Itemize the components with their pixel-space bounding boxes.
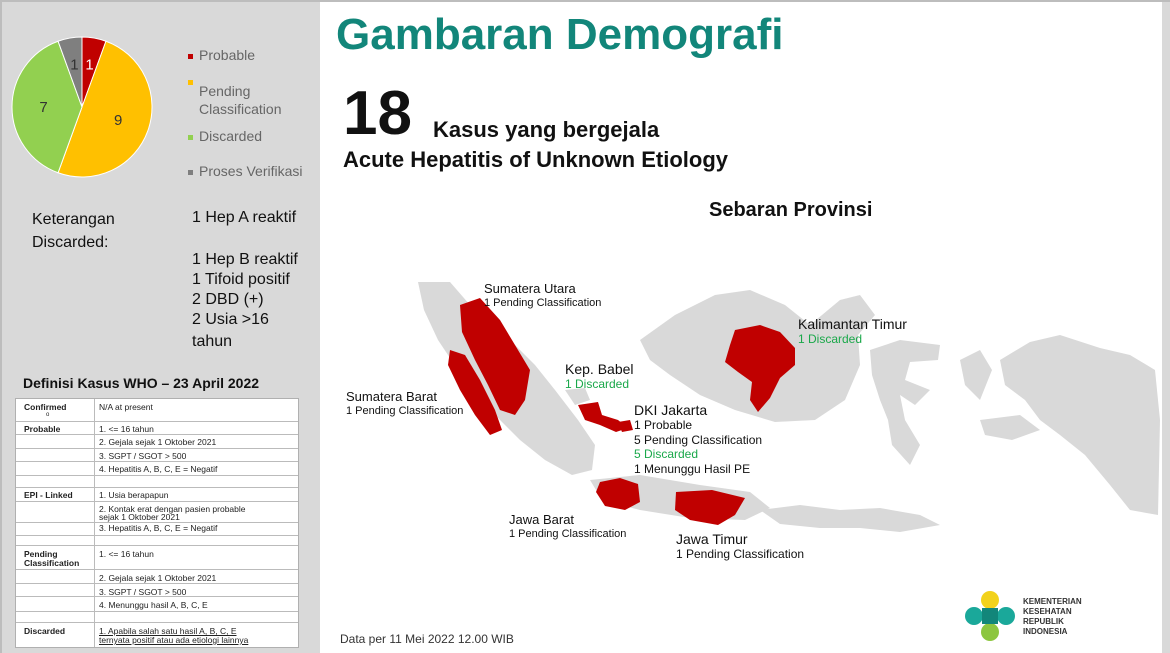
row-val: ternyata positif atau ada etiologi lainnya <box>99 635 249 645</box>
keterangan-item: 1 Hep A reaktif <box>192 209 297 226</box>
label-jatim-name: Jawa Timur <box>676 531 748 547</box>
kemenkes-logo-icon <box>962 588 1018 644</box>
table-row <box>16 501 298 502</box>
row-val-confirmed: N/A at present <box>99 402 153 412</box>
province-jabar <box>596 478 640 510</box>
right-border <box>1162 0 1170 653</box>
frame-left <box>0 0 2 653</box>
keterangan-item: 1 Hep B reaktif <box>192 251 298 268</box>
row-val: 3. SGPT / SGOT > 500 <box>99 587 187 597</box>
row-key-pending-2: Classification <box>24 558 80 568</box>
total-cases: 18 <box>343 79 412 148</box>
legend-label-proses: Proses Verifikasi <box>199 163 303 179</box>
row-key-probable: Probable <box>24 424 61 434</box>
label-dki-probable: 1 Probable <box>634 418 693 432</box>
logo-line: INDONESIA <box>1023 627 1068 636</box>
label-jabar-detail: 1 Pending Classification <box>509 528 627 540</box>
logo-line: KESEHATAN <box>1023 607 1072 616</box>
keterangan-label-1: Keterangan <box>32 211 115 228</box>
row-key-pending-1: Pending <box>24 549 58 559</box>
table-row <box>16 461 298 462</box>
label-dki-pending: 5 Pending Classification <box>634 432 763 447</box>
row-val: 2. Kontak erat dengan pasien probable <box>99 504 246 514</box>
table-row <box>16 622 298 623</box>
row-val: 4. Menunggu hasil A, B, C, E <box>99 600 208 610</box>
label-dki <box>634 403 762 476</box>
label-kaltim-detail: 1 Discarded <box>798 332 863 346</box>
label-sumbar <box>346 389 463 418</box>
row-val: 1. <= 16 tahun <box>99 424 154 434</box>
row-key-confirmed-sub: o <box>46 412 50 418</box>
row-val: 1. <= 16 tahun <box>99 549 154 559</box>
land-nusa-tenggara <box>760 505 940 532</box>
logo-line: KEMENTERIAN <box>1023 597 1082 606</box>
legend-discarded <box>188 128 262 144</box>
definisi-title: Definisi Kasus WHO – 23 April 2022 <box>23 375 260 391</box>
table-row <box>16 448 298 449</box>
legend-label-probable: Probable <box>199 47 256 63</box>
legend-proses <box>188 163 302 179</box>
label-dki-menunggu: 1 Menunggu Hasil PE <box>634 461 751 476</box>
pie-slice-label: 7 <box>39 99 48 116</box>
label-kaltim <box>798 317 907 347</box>
table-row <box>16 487 298 488</box>
table-row <box>16 434 298 435</box>
keterangan-label <box>32 208 115 254</box>
legend-label-discarded: Discarded <box>199 128 263 144</box>
land-maluku-south <box>980 415 1040 440</box>
table-row <box>16 569 298 570</box>
table-row <box>16 596 298 597</box>
land-sulawesi <box>870 340 940 465</box>
table-row <box>16 535 298 536</box>
legend-label-pending-2: Classification <box>199 101 282 117</box>
row-key-discarded: Discarded <box>24 626 66 636</box>
land-shapes <box>418 282 1160 532</box>
row-val: 3. Hepatitis A, B, C, E = Negatif <box>99 523 218 533</box>
legend-pending <box>188 82 281 118</box>
row-val: 1. Apabila salah satu hasil A, B, C, E <box>99 626 237 636</box>
label-dki-discarded: 5 Discarded <box>634 447 699 461</box>
table-row <box>16 611 298 612</box>
keterangan-item: 2 DBD (+) <box>192 291 264 308</box>
legend-probable <box>188 47 255 63</box>
table-row <box>16 475 298 476</box>
legend-swatch-discarded <box>188 135 193 140</box>
label-babel <box>565 362 634 392</box>
keterangan-label-2: Discarded: <box>32 234 109 251</box>
label-sumut-detail: 1 Pending Classification <box>484 297 602 309</box>
row-val: sejak 1 Oktober 2021 <box>99 512 180 522</box>
label-sumut-name: Sumatera Utara <box>484 281 576 296</box>
row-val: 2. Gejala sejak 1 Oktober 2021 <box>99 437 217 447</box>
row-val: 1. Usia berapapun <box>99 490 169 500</box>
row-key-confirmed: Confirmed <box>24 402 67 412</box>
label-babel-name: Kep. Babel <box>565 361 634 377</box>
land-maluku <box>960 350 992 400</box>
label-babel-detail: 1 Discarded <box>565 377 630 391</box>
row-key-epi: EPI - Linked <box>24 490 73 500</box>
label-jabar-name: Jawa Barat <box>509 512 575 527</box>
keterangan-list <box>192 208 298 352</box>
pie-slice-label: 1 <box>85 56 94 74</box>
data-date-footer: Data per 11 Mei 2022 12.00 WIB <box>340 632 514 646</box>
pie-slice-label: 1 <box>70 56 79 74</box>
label-jatim <box>676 532 804 562</box>
frame-top <box>0 0 1170 2</box>
row-key-pending <box>24 550 79 568</box>
pie-slice-label: 9 <box>114 112 123 130</box>
page-title: Gambaran Demografi <box>336 10 784 59</box>
table-row <box>16 583 298 584</box>
label-sumbar-name: Sumatera Barat <box>346 389 438 404</box>
keterangan-item: tahun <box>192 333 233 350</box>
row-val: 4. Hepatitis A, B, C, E = Negatif <box>99 464 218 474</box>
row-val: 2. Gejala sejak 1 Oktober 2021 <box>99 573 217 583</box>
row-val: 3. SGPT / SGOT > 500 <box>99 451 187 461</box>
label-sumbar-detail: 1 Pending Classification <box>346 405 464 417</box>
legend-swatch-pending <box>188 80 193 85</box>
keterangan-item: 2 Usia >16 <box>192 311 269 328</box>
legend-label-pending-1: Pending <box>199 83 251 99</box>
table-row <box>16 421 298 422</box>
label-sumut <box>484 281 601 310</box>
label-jabar <box>509 512 626 541</box>
legend-swatch-proses <box>188 170 193 175</box>
logo-line: REPUBLIK <box>1023 617 1064 626</box>
label-dki-name: DKI Jakarta <box>634 402 708 418</box>
kasus-label: Kasus yang bergejala <box>433 117 660 142</box>
legend-swatch-probable <box>188 54 193 59</box>
status-pie-chart <box>8 33 156 181</box>
acute-label: Acute Hepatitis of Unknown Etiology <box>343 147 729 172</box>
table-divider <box>94 399 95 647</box>
label-kaltim-name: Kalimantan Timur <box>798 316 907 332</box>
sebaran-title: Sebaran Provinsi <box>709 199 873 221</box>
kemenkes-logo-text <box>1023 597 1082 637</box>
label-jatim-detail: 1 Pending Classification <box>676 547 805 561</box>
definisi-table <box>15 398 299 648</box>
table-row <box>16 545 298 546</box>
keterangan-item: 1 Tifoid positif <box>192 271 290 288</box>
